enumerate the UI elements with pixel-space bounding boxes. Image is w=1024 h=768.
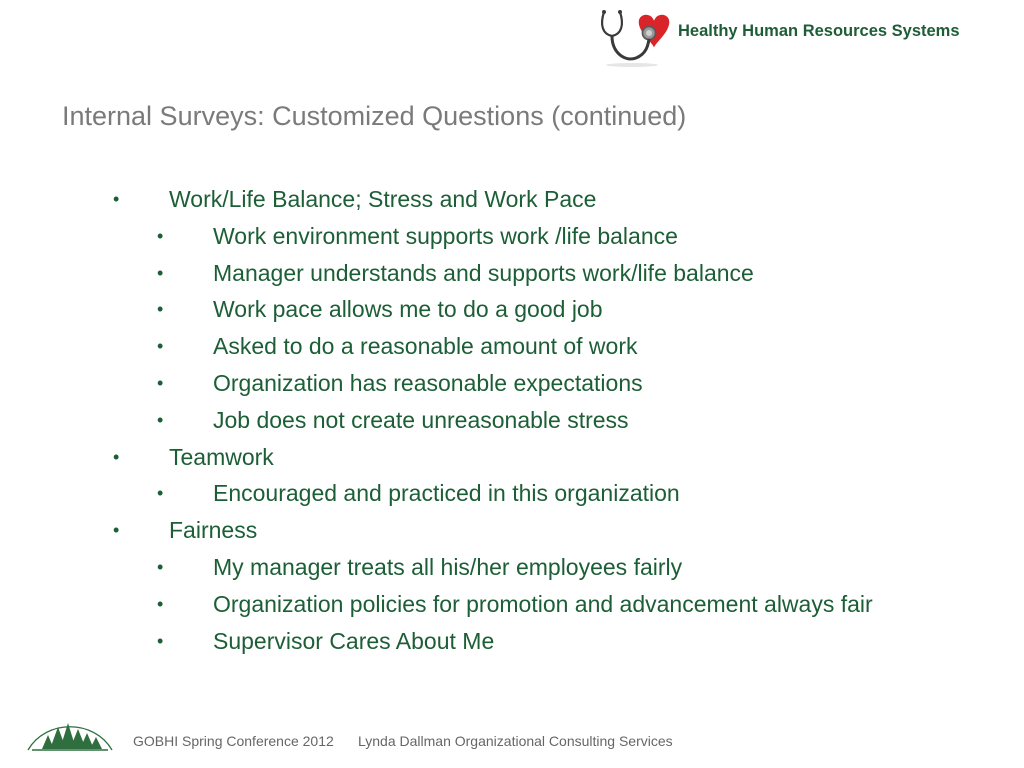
bullet-text: Organization policies for promotion and advancement always fair xyxy=(213,590,873,617)
bullet-text: Fairness xyxy=(169,517,258,544)
bullet-text: Asked to do a reasonable amount of work xyxy=(213,333,638,360)
bullet-text: Manager understands and supports work/life balance xyxy=(213,259,754,286)
bullet-marker: • xyxy=(157,556,164,577)
footer-company: Lynda Dallman Organizational Consulting Services xyxy=(358,733,673,749)
bullet-text: Work/Life Balance; Stress and Work Pace xyxy=(169,186,597,212)
bullet-text: Organization has reasonable expectations xyxy=(213,369,643,396)
bullet-marker: • xyxy=(157,409,164,430)
bullet-marker: • xyxy=(113,520,120,541)
bullet-text: Supervisor Cares About Me xyxy=(213,627,495,654)
bullet-marker: • xyxy=(157,593,164,614)
stethoscope-heart-icon xyxy=(594,8,670,68)
bullet-marker: • xyxy=(157,630,164,651)
bullet-marker: • xyxy=(157,299,164,320)
bullet-marker: • xyxy=(157,372,164,393)
bullet-marker: • xyxy=(113,446,120,467)
forest-trees-icon xyxy=(26,717,114,753)
bullet-marker: • xyxy=(157,262,164,283)
bullet-text: Job does not create unreasonable stress xyxy=(213,406,629,433)
slide-title: Internal Surveys: Customized Questions (continued) xyxy=(62,101,687,131)
bullet-text: Work pace allows me to do a good job xyxy=(213,296,603,323)
bullet-marker: • xyxy=(157,336,164,357)
footer-conference: GOBHI Spring Conference 2012 xyxy=(133,733,334,749)
bullet-marker: • xyxy=(113,189,120,209)
bullet-text: Work environment supports work /life balance xyxy=(213,222,678,249)
bullet-marker: • xyxy=(157,225,164,246)
bullet-marker: • xyxy=(157,483,164,504)
bullet-text: Teamwork xyxy=(169,443,274,470)
bullet-text: My manager treats all his/her employees fairly xyxy=(213,553,683,580)
brand-name: Healthy Human Resources Systems xyxy=(678,22,960,40)
bullet-text: Encouraged and practiced in this organization xyxy=(213,480,680,507)
